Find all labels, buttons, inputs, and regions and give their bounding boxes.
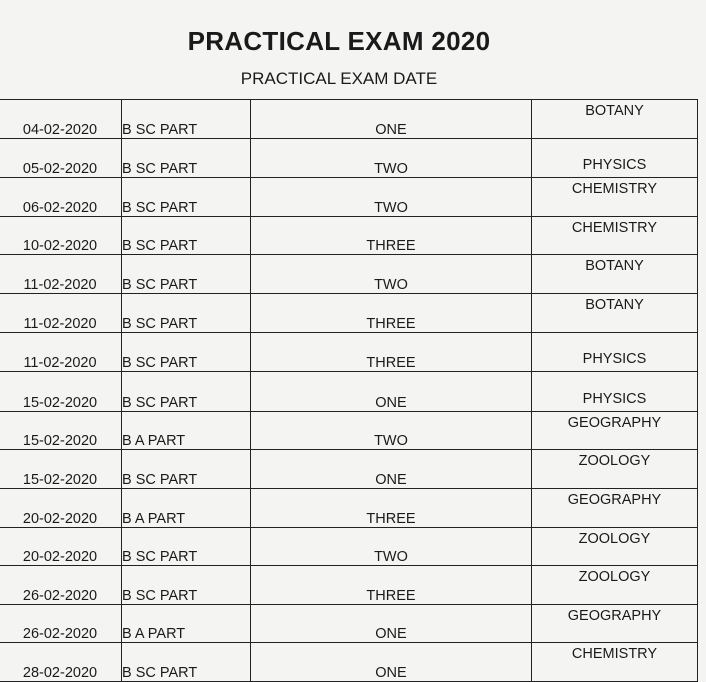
subject-cell: GEOGRAPHY xyxy=(532,488,698,527)
table-row xyxy=(0,372,698,412)
table-row xyxy=(0,450,698,489)
table-row xyxy=(0,138,698,178)
course-part-cell: B SC PART xyxy=(122,643,251,682)
subject-cell: ZOOLOGY xyxy=(532,566,698,605)
part-year-cell: TWO xyxy=(251,178,532,217)
table-row xyxy=(0,293,698,332)
exam-date-cell: 11-02-2020 xyxy=(0,255,122,294)
part-year-cell: ONE xyxy=(251,643,532,682)
page-subtitle: PRACTICAL EXAM DATE xyxy=(240,69,438,88)
table-row xyxy=(0,411,698,450)
part-year-cell: ONE xyxy=(251,372,532,412)
course-part-cell: B SC PART xyxy=(122,138,251,178)
table-row xyxy=(0,100,698,139)
course-part-cell: B SC PART xyxy=(122,100,251,139)
subject-cell: BOTANY xyxy=(532,100,698,139)
exam-date-cell: 11-02-2020 xyxy=(0,293,122,332)
part-year-cell: THREE xyxy=(251,566,532,605)
part-year-cell: THREE xyxy=(251,332,532,372)
course-part-cell: B SC PART xyxy=(122,527,251,566)
subject-cell: ZOOLOGY xyxy=(532,527,698,566)
exam-date-cell: 04-02-2020 xyxy=(0,100,122,139)
exam-date-cell: 28-02-2020 xyxy=(0,643,122,682)
course-part-cell: B SC PART xyxy=(122,293,251,332)
exam-date-cell: 10-02-2020 xyxy=(0,216,122,255)
exam-date-cell: 20-02-2020 xyxy=(0,527,122,566)
exam-date-cell: 05-02-2020 xyxy=(0,138,122,178)
table-row xyxy=(0,527,698,566)
subject-cell: GEOGRAPHY xyxy=(532,411,698,450)
table-row xyxy=(0,566,698,605)
table-row xyxy=(0,216,698,255)
table-row xyxy=(0,255,698,294)
part-year-cell: ONE xyxy=(251,604,532,643)
exam-date-cell: 06-02-2020 xyxy=(0,178,122,217)
exam-date-cell: 15-02-2020 xyxy=(0,450,122,489)
subject-cell: BOTANY xyxy=(532,255,698,294)
exam-schedule-table xyxy=(0,99,698,682)
part-year-cell: TWO xyxy=(251,411,532,450)
course-part-cell: B A PART xyxy=(122,411,251,450)
course-part-cell: B SC PART xyxy=(122,255,251,294)
part-year-cell: THREE xyxy=(251,216,532,255)
table-row xyxy=(0,332,698,372)
subject-cell: PHYSICS xyxy=(532,332,698,372)
subject-cell: GEOGRAPHY xyxy=(532,604,698,643)
exam-date-cell: 11-02-2020 xyxy=(0,332,122,372)
subject-cell: ZOOLOGY xyxy=(532,450,698,489)
part-year-cell: THREE xyxy=(251,293,532,332)
table-row xyxy=(0,178,698,217)
part-year-cell: THREE xyxy=(251,488,532,527)
part-year-cell: TWO xyxy=(251,255,532,294)
course-part-cell: B SC PART xyxy=(122,332,251,372)
course-part-cell: B SC PART xyxy=(122,178,251,217)
subject-cell: CHEMISTRY xyxy=(532,178,698,217)
part-year-cell: TWO xyxy=(251,527,532,566)
course-part-cell: B A PART xyxy=(122,488,251,527)
exam-date-cell: 26-02-2020 xyxy=(0,566,122,605)
table-row xyxy=(0,604,698,643)
exam-date-cell: 26-02-2020 xyxy=(0,604,122,643)
table-row xyxy=(0,488,698,527)
part-year-cell: ONE xyxy=(251,450,532,489)
course-part-cell: B SC PART xyxy=(122,450,251,489)
subject-cell: PHYSICS xyxy=(532,372,698,412)
exam-date-cell: 15-02-2020 xyxy=(0,372,122,412)
course-part-cell: B SC PART xyxy=(122,216,251,255)
course-part-cell: B SC PART xyxy=(122,566,251,605)
part-year-cell: ONE xyxy=(251,100,532,139)
exam-date-cell: 20-02-2020 xyxy=(0,488,122,527)
part-year-cell: TWO xyxy=(251,138,532,178)
course-part-cell: B A PART xyxy=(122,604,251,643)
table-row xyxy=(0,643,698,682)
course-part-cell: B SC PART xyxy=(122,372,251,412)
page-title: PRACTICAL EXAM 2020 xyxy=(187,26,491,56)
subject-cell: CHEMISTRY xyxy=(532,216,698,255)
subject-cell: PHYSICS xyxy=(532,138,698,178)
subject-cell: CHEMISTRY xyxy=(532,643,698,682)
exam-date-cell: 15-02-2020 xyxy=(0,411,122,450)
subject-cell: BOTANY xyxy=(532,293,698,332)
exam-schedule-body xyxy=(0,100,698,682)
